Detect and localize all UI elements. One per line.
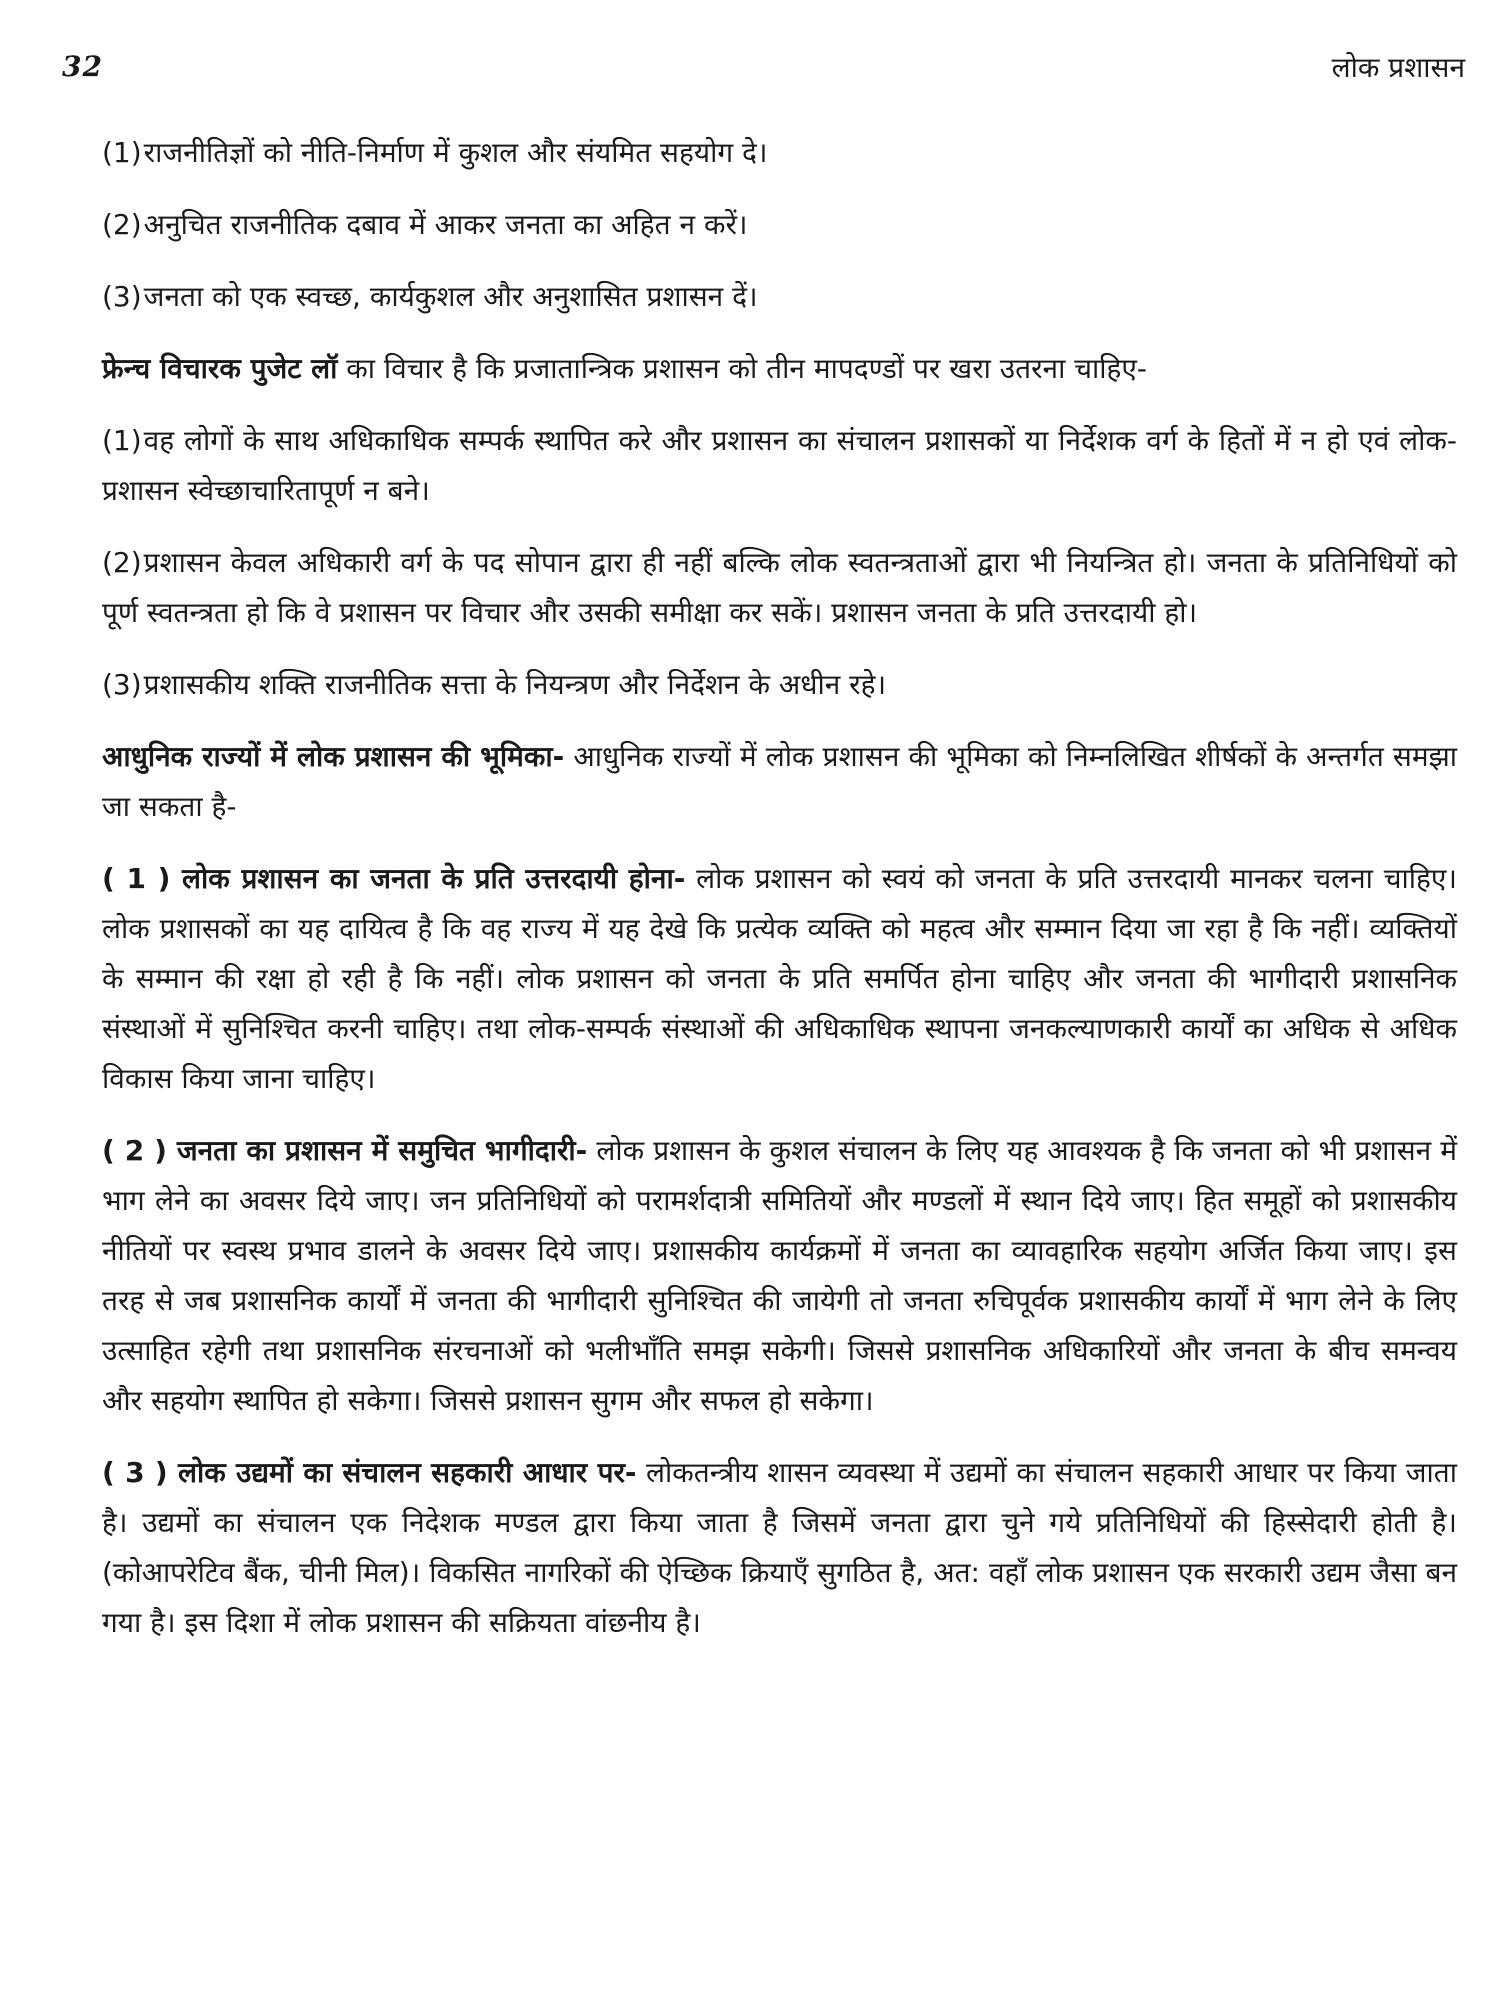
item-text: जनता को एक स्वच्छ, कार्यकुशल और अनुशासित प्रशासन दें। — [143, 280, 758, 313]
section-heading: ( 3 ) लोक उद्यमों का संचालन सहकारी आधार पर- — [102, 1456, 637, 1489]
role-heading: आधुनिक राज्यों में लोक प्रशासन की भूमिका- — [102, 740, 565, 773]
list-item — [92, 538, 1457, 638]
section-heading: ( 1 ) लोक प्रशासन का जनता के प्रति उत्तरदायी होना- — [102, 862, 686, 895]
item-number: (3) — [102, 668, 142, 701]
item-number: (2) — [102, 208, 142, 241]
running-title: लोक प्रशासन — [1331, 51, 1465, 84]
item-number: (1) — [102, 424, 142, 457]
section-paragraph — [92, 854, 1457, 1104]
item-text: राजनीतिज्ञों को नीति-निर्माण में कुशल और संयमित सहयोग दे। — [143, 136, 768, 169]
item-number: (2) — [102, 546, 142, 579]
list-item — [92, 200, 1457, 250]
section-paragraph — [92, 1448, 1457, 1648]
item-text: वह लोगों के साथ अधिकाधिक सम्पर्क स्थापित करे और प्रशासन का संचालन प्रशासकों या निर्देशक वर्ग के हितों में न हो एवं लोक-प्रशासन स्वेच्छाचारितापूर्ण न बने। — [102, 424, 1457, 507]
item-number: (3) — [102, 280, 142, 313]
list-item — [92, 128, 1457, 178]
list-item — [92, 416, 1457, 516]
list-item — [92, 272, 1457, 322]
page-header — [62, 44, 1465, 90]
item-text: प्रशासन केवल अधिकारी वर्ग के पद सोपान द्वारा ही नहीं बल्कि लोक स्वतन्त्रताओं द्वारा भी नियन्त्रित हो। जनता के प्रतिनिधियों को पूर्ण स्वतन्त्रता हो कि वे प्रशासन पर विचार और उसकी समीक्षा कर सकें। प्रशासन जनता के प्रति उत्तरदायी हो। — [102, 546, 1457, 629]
item-text: प्रशासकीय शक्ति राजनीतिक सत्ता के नियन्त्रण और निर्देशन के अधीन रहे। — [143, 668, 887, 701]
page-number: 32 — [62, 50, 103, 83]
french-heading: फ्रेन्च विचारक पुजेट लॉ — [102, 352, 338, 385]
list-item — [92, 660, 1457, 710]
section-heading: ( 2 ) जनता का प्रशासन में समुचित भागीदारी- — [102, 1134, 588, 1167]
document-page — [62, 0, 1465, 2007]
item-text: अनुचित राजनीतिक दबाव में आकर जनता का अहित न करें। — [143, 208, 748, 241]
role-text: आधुनिक राज्यों में लोक प्रशासन की भूमिका को निम्नलिखित शीर्षकों के अन्तर्गत समझा जा सकता है- — [102, 740, 1457, 823]
section-text: लोक प्रशासन के कुशल संचालन के लिए यह आवश्यक है कि जनता को भी प्रशासन में भाग लेने का अवसर दिये जाए। जन प्रतिनिधियों को परामर्शदात्री समितियों और मण्डलों में स्थान दिये जाए। हित समूहों को प्रशासकीय नीतियों पर स्वस्थ प्रभाव डालने के अवसर दिये जाए। प्रशासकीय कार्यक्रमों में जनता का व्यावहारिक सहयोग अर्जित किया जाए। इस तरह से जब प्रशासनिक कार्यों में जनता की भागीदारी सुनिश्चित की जायेगी तो जनता रुचिपूर्वक प्रशासकीय कार्यों में भाग लेने के लिए उत्साहित रहेगी तथा प्रशासनिक संरचनाओं को भलीभाँति समझ सकेगी। जिससे प्रशासनिक अधिकारियों और जनता के बीच समन्वय और सहयोग स्थापित हो सकेगा। जिससे प्रशासन सुगम और सफल हो सकेगा। — [102, 1134, 1457, 1417]
french-text: का विचार है कि प्रजातान्त्रिक प्रशासन को तीन मापदण्डों पर खरा उतरना चाहिए- — [337, 352, 1147, 385]
french-paragraph — [92, 344, 1457, 394]
section-text: लोक प्रशासन को स्वयं को जनता के प्रति उत्तरदायी मानकर चलना चाहिए। लोक प्रशासकों का यह दायित्व है कि वह राज्य में यह देखे कि प्रत्येक व्यक्ति को महत्व और सम्मान दिया जा रहा है कि नहीं। व्यक्तियों के सम्मान की रक्षा हो रही है कि नहीं। लोक प्रशासन को जनता के प्रति समर्पित होना चाहिए और जनता की भागीदारी प्रशासनिक संस्थाओं में सुनिश्चित करनी चाहिए। तथा लोक-सम्पर्क संस्थाओं की अधिकाधिक स्थापना जनकल्याणकारी कार्यों का अधिक से अधिक विकास किया जाना चाहिए। — [102, 862, 1457, 1095]
section-paragraph — [92, 1126, 1457, 1426]
item-number: (1) — [102, 136, 142, 169]
body-text — [92, 128, 1457, 1670]
role-paragraph — [92, 732, 1457, 832]
section-text: लोकतन्त्रीय शासन व्यवस्था में उद्यमों का संचालन सहकारी आधार पर किया जाता है। उद्यमों का संचालन एक निदेशक मण्डल द्वारा किया जाता है जिसमें जनता द्वारा चुने गये प्रतिनिधियों की हिस्सेदारी होती है। (कोआपरेटिव बैंक, चीनी मिल)। विकसित नागरिकों की ऐच्छिक क्रियाएँ सुगठित है, अत: वहाँ लोक प्रशासन एक सरकारी उद्यम जैसा बन गया है। इस दिशा में लोक प्रशासन की सक्रियता वांछनीय है। — [102, 1456, 1457, 1639]
